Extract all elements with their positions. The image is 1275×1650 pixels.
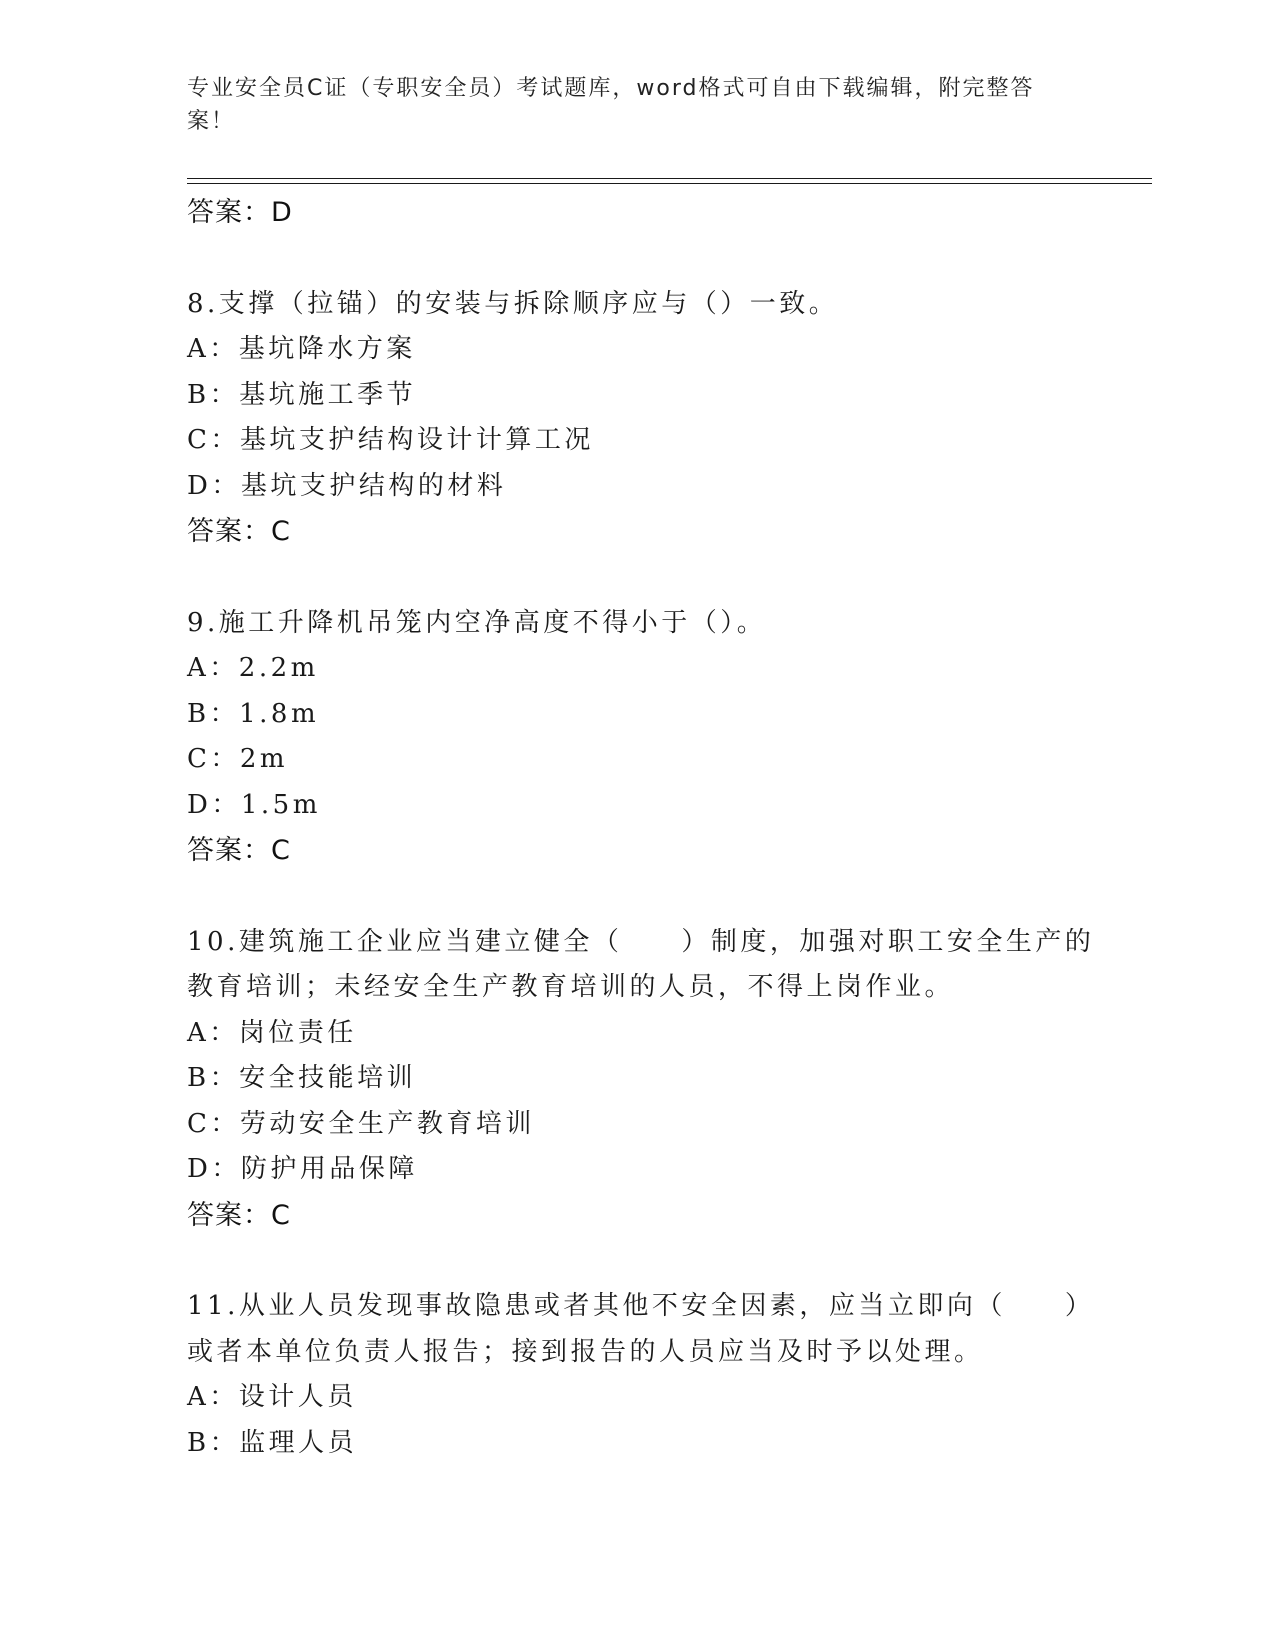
question-9 [187, 601, 1087, 874]
option-b: B：1.8m [187, 698, 320, 729]
spacer [187, 1238, 1087, 1284]
header-divider-bottom [187, 183, 1152, 184]
question-stem-line-2: 教育培训；未经安全生产教育培训的人员，不得上岗作业。 [187, 972, 955, 1002]
question-stem: 8.支撑（拉锚）的安装与拆除顺序应与（）一致。 [187, 288, 839, 319]
option-b: B：监理人员 [187, 1427, 358, 1458]
page-header: 专业安全员C证（专职安全员）考试题库，word格式可自由下载编辑，附完整答案！ [187, 76, 1035, 134]
option-a: A：2.2m [187, 653, 319, 683]
question-8 [187, 282, 1087, 555]
option-c: C：2m [187, 744, 289, 774]
option-b: B：安全技能培训 [187, 1063, 417, 1093]
option-a: A：设计人员 [187, 1382, 357, 1412]
question-10 [187, 920, 1095, 1239]
option-b: B：基坑施工季节 [187, 379, 417, 410]
spacer [187, 236, 1087, 282]
answer-line: 答案：C [187, 1199, 291, 1231]
option-a: A：基坑降水方案 [187, 334, 416, 364]
question-stem-line-2: 或者本单位负责人报告；接到报告的人员应当及时予以处理。 [187, 1336, 984, 1367]
spacer [187, 874, 1087, 920]
answer-line: 答案：C [187, 835, 291, 866]
answer-line: 答案：D [187, 197, 293, 228]
answer-line: 答案：C [187, 516, 291, 547]
option-c: C：劳动安全生产教育培训 [187, 1108, 535, 1139]
header-divider-top [187, 178, 1152, 179]
question-stem-line-1: 10.建筑施工企业应当建立健全（ ）制度，加强对职工安全生产的 [187, 926, 1095, 957]
question-list [187, 190, 1095, 1466]
option-a: A：岗位责任 [187, 1017, 357, 1048]
option-d: D：基坑支护结构的材料 [187, 470, 507, 501]
question-11 [187, 1284, 1095, 1466]
question-stem-line-1: 11.从业人员发现事故隐患或者其他不安全因素，应当立即向（ ） [187, 1291, 1095, 1321]
question-stem: 9.施工升降机吊笼内空净高度不得小于（）。 [187, 607, 767, 638]
option-d: D：防护用品保障 [187, 1154, 418, 1184]
option-d: D：1.5m [187, 789, 321, 820]
spacer [187, 555, 1087, 601]
option-c: C：基坑支护结构设计计算工况 [187, 425, 594, 455]
